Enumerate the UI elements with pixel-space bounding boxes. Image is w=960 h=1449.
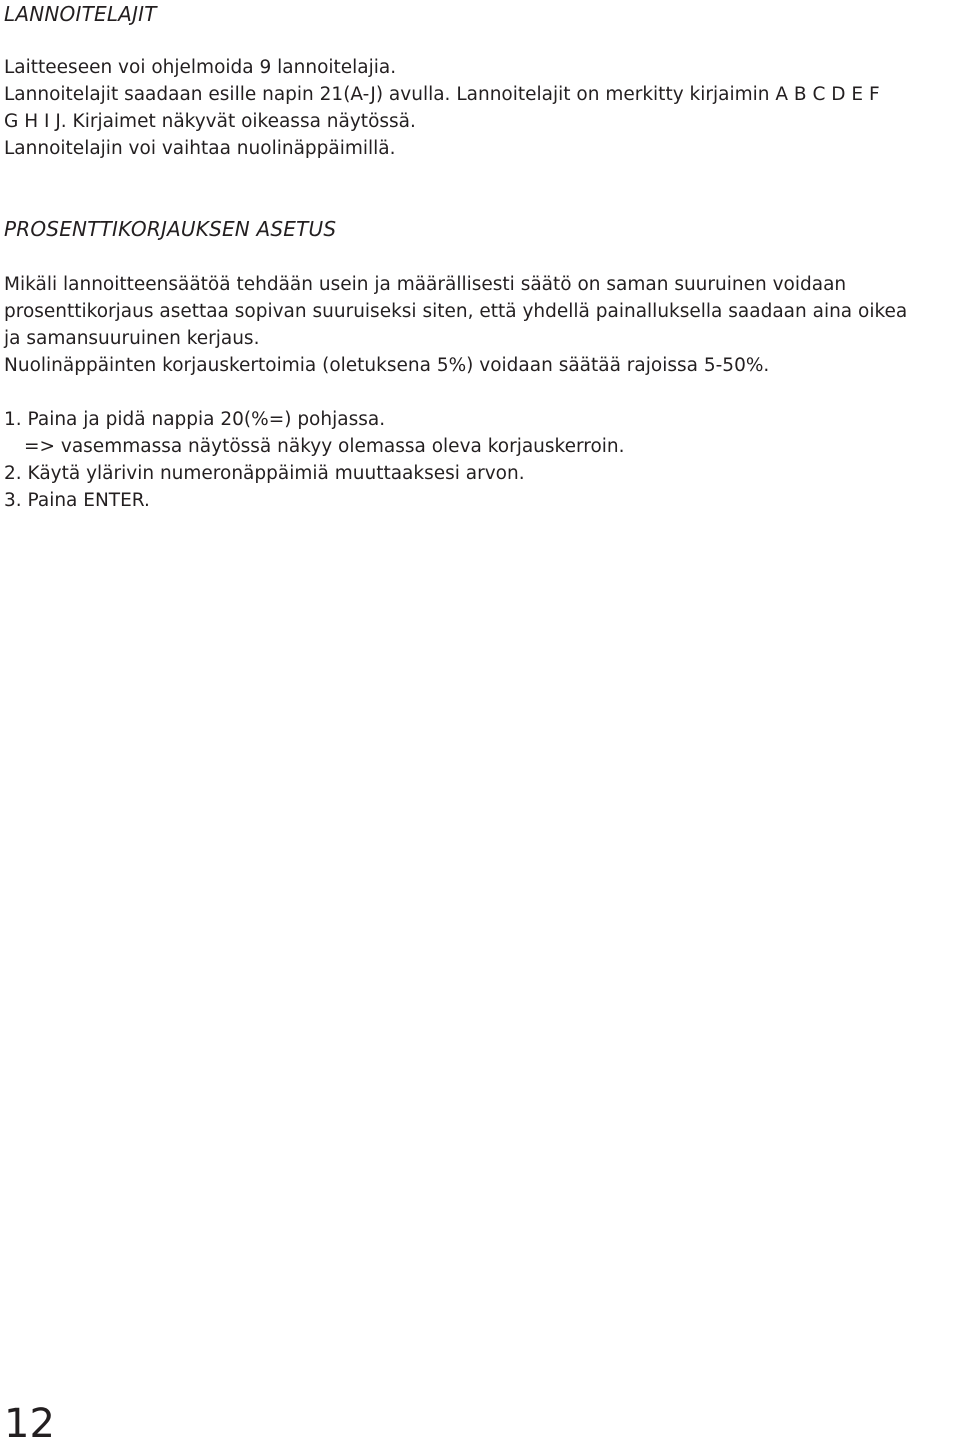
paragraph-line: Mikäli lannoitteensäätöä tehdään usein ja määrällisesti säätö on saman suuruinen voidaan [4, 274, 847, 295]
paragraph-line: G H I J. Kirjaimet näkyvät oikeassa näytössä. [4, 111, 416, 132]
step-item: 3. Paina ENTER. [4, 490, 150, 511]
page-number: 12 [4, 1401, 55, 1447]
section-heading-prosenttikorjaus: PROSENTTIKORJAUKSEN ASETUS [4, 217, 337, 241]
step-note: => vasemmassa näytössä näkyy olemassa oleva korjauskerroin. [24, 436, 625, 457]
paragraph-line: Lannoitelajin voi vaihtaa nuolinäppäimillä. [4, 138, 396, 159]
paragraph-line: prosenttikorjaus asettaa sopivan suuruiseksi siten, että yhdellä painalluksella saadaan aina oikea [4, 301, 908, 322]
paragraph-line: Nuolinäppäinten korjauskertoimia (oletuksena 5%) voidaan säätää rajoissa 5-50%. [4, 355, 770, 376]
paragraph-line: Lannoitelajit saadaan esille napin 21(A-J) avulla. Lannoitelajit on merkitty kirjaimin A B C D E F [4, 84, 880, 105]
section-heading-lannoitelajit: LANNOITELAJIT [4, 2, 157, 26]
step-item: 1. Paina ja pidä nappia 20(%=) pohjassa. [4, 409, 386, 430]
paragraph-line: Laitteeseen voi ohjelmoida 9 lannoitelajia. [4, 57, 397, 78]
paragraph-line: ja samansuuruinen kerjaus. [4, 328, 260, 349]
step-item: 2. Käytä ylärivin numeronäppäimiä muuttaaksesi arvon. [4, 463, 525, 484]
